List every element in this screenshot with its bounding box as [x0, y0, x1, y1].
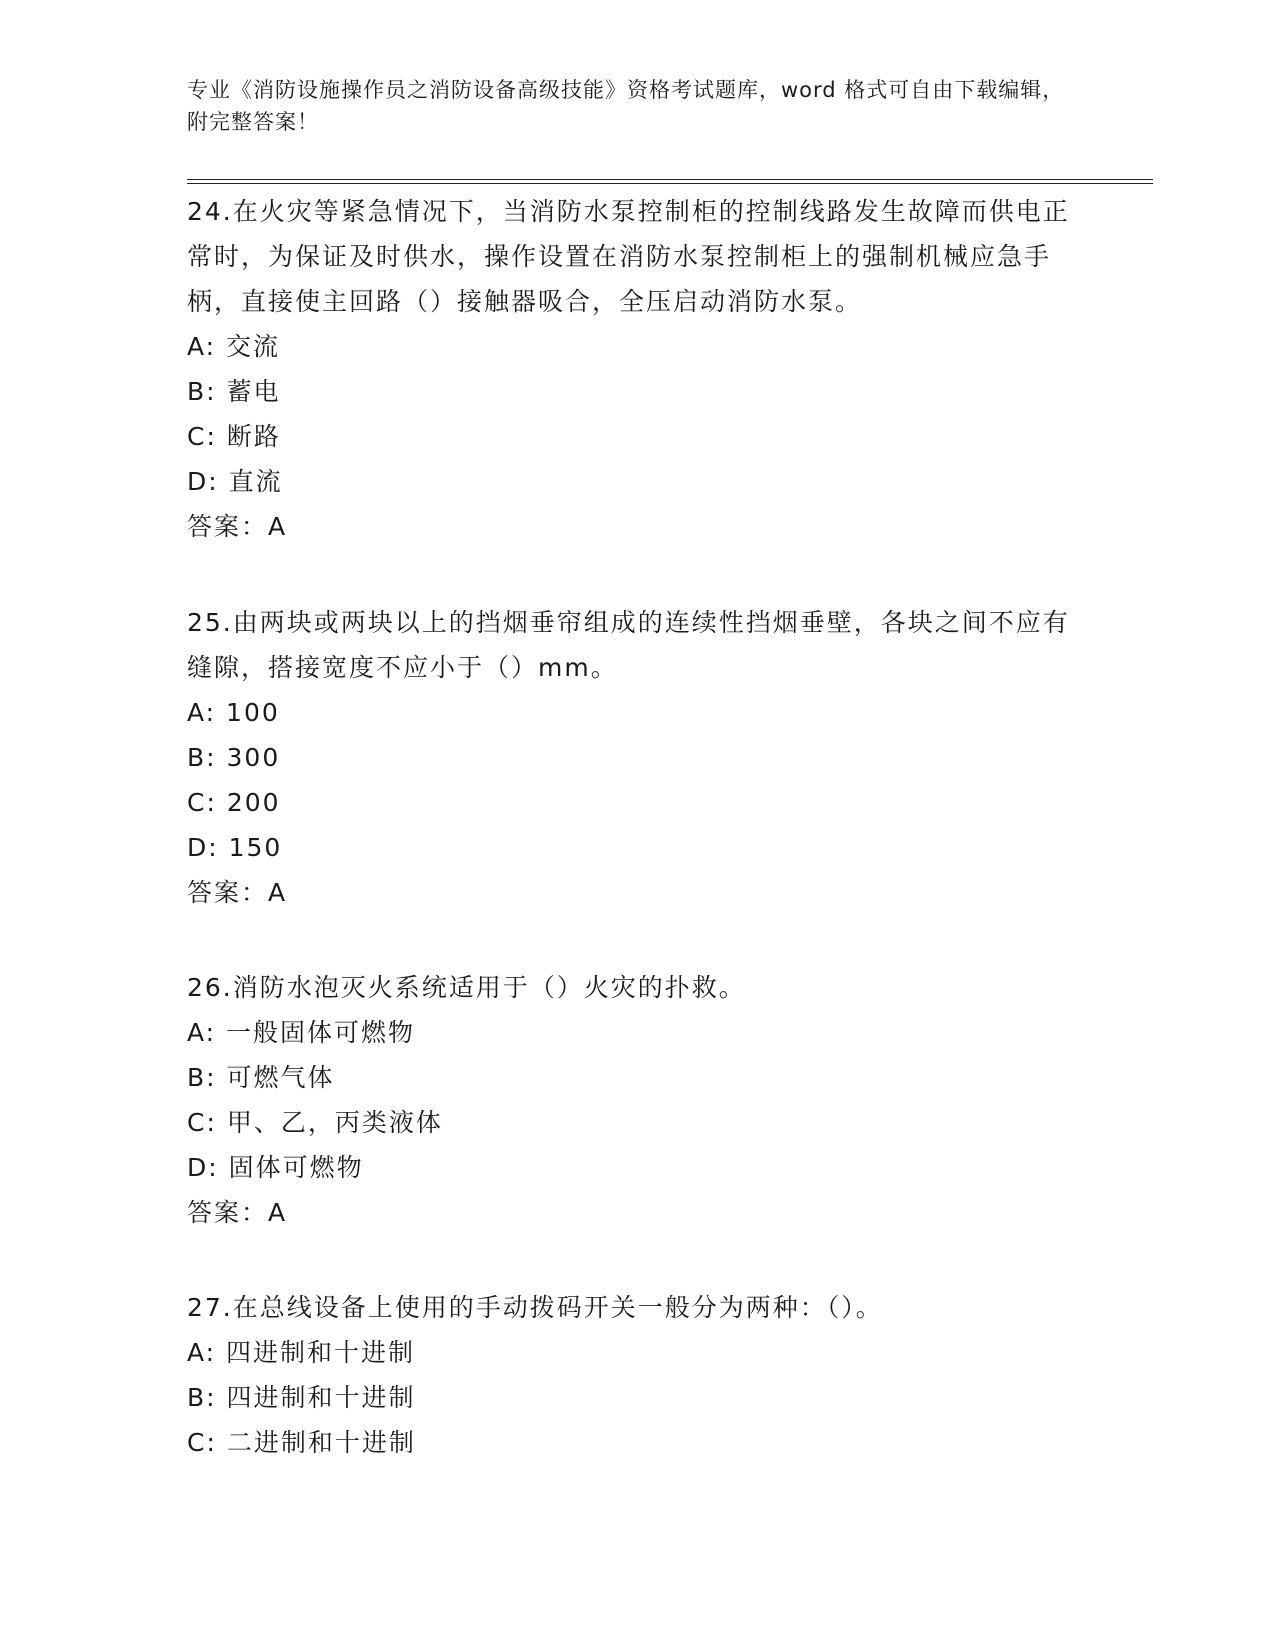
- option-d: D: 直流: [187, 467, 283, 496]
- option-b: B: 蓄电: [187, 377, 281, 406]
- question-stem: 27.在总线设备上使用的手动拨码开关一般分为两种：（）。: [187, 1293, 883, 1322]
- question-stem: 24.在火灾等紧急情况下，当消防水泵控制柜的控制线路发生故障而供电正常时，为保证及时供水，操作设置在消防水泵控制柜上的强制机械应急手柄，直接使主回路（）接触器吸合，全压启动消防水泵。: [187, 197, 1070, 316]
- answer: 答案：A: [187, 878, 288, 907]
- option-d: D: 150: [187, 833, 283, 862]
- option-a: A: 四进制和十进制: [187, 1338, 416, 1367]
- header-divider-top: [187, 179, 1153, 180]
- question-26: [187, 965, 1087, 1235]
- answer: 答案：A: [187, 512, 288, 541]
- header-divider-bottom: [187, 183, 1153, 184]
- question-25: [187, 600, 1087, 915]
- option-c: C: 二进制和十进制: [187, 1428, 416, 1457]
- question-stem: 25.由两块或两块以上的挡烟垂帘组成的连续性挡烟垂壁，各块之间不应有缝隙，搭接宽度不应小于（）mm。: [187, 608, 1070, 682]
- question-stem: 26.消防水泡灭火系统适用于（）火灾的扑救。: [187, 973, 746, 1002]
- option-a: A: 一般固体可燃物: [187, 1018, 416, 1047]
- question-24: [187, 189, 1087, 549]
- option-b: B: 四进制和十进制: [187, 1383, 416, 1412]
- option-a: A: 交流: [187, 332, 281, 361]
- answer: 答案：A: [187, 1198, 288, 1227]
- question-27: [187, 1285, 1087, 1465]
- option-c: C: 200: [187, 788, 281, 817]
- option-c: C: 甲、乙，丙类液体: [187, 1108, 443, 1137]
- option-d: D: 固体可燃物: [187, 1153, 364, 1182]
- option-c: C: 断路: [187, 422, 281, 451]
- document-header: 专业《消防设施操作员之消防设备高级技能》资格考试题库，word 格式可自由下载编辑，附完整答案！: [187, 78, 1065, 134]
- option-b: B: 300: [187, 743, 281, 772]
- option-b: B: 可燃气体: [187, 1063, 335, 1092]
- option-a: A: 100: [187, 698, 280, 727]
